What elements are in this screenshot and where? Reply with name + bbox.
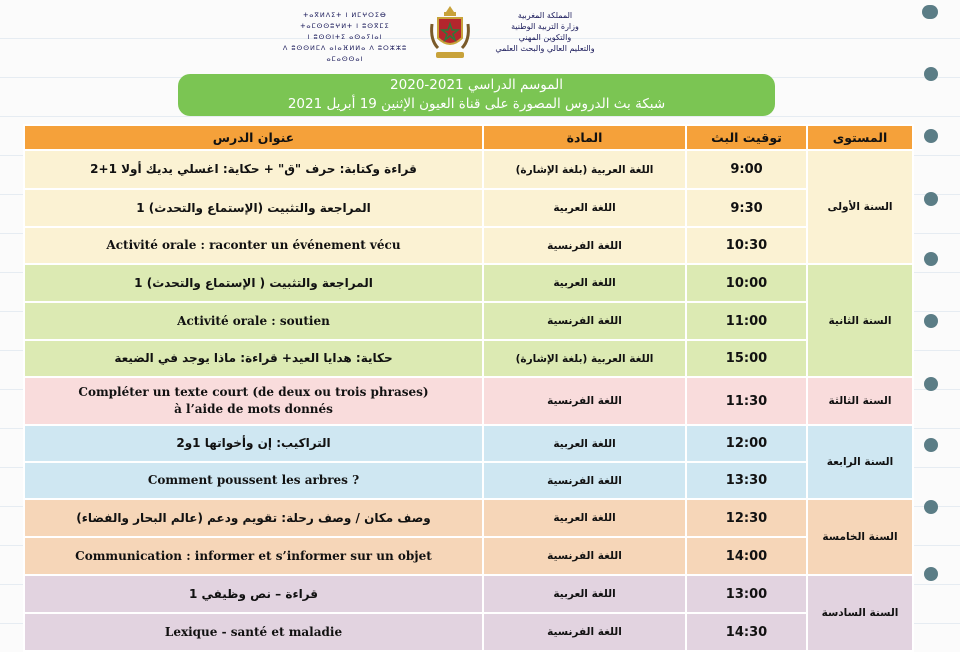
- binder-ring: [924, 192, 938, 206]
- lesson-line: Compléter un texte court (de deux ou trois phrases): [78, 385, 429, 399]
- binder-ring: [924, 252, 938, 266]
- table-row: [24, 462, 913, 499]
- level-cell: السنة الرابعة: [807, 425, 913, 499]
- lesson-cell: Communication : informer et s’informer sur un objet: [24, 537, 483, 575]
- ministry-header: [280, 4, 595, 70]
- lesson-cell: Lexique - santé et maladie: [24, 613, 483, 651]
- lesson-cell: المراجعة والتثبيت (الإستماع والتحدث) 1: [24, 189, 483, 227]
- subject-cell: اللغة الفرنسية: [483, 302, 686, 340]
- level-cell: السنة السادسة: [807, 575, 913, 651]
- binder-ring: [924, 377, 938, 391]
- time-cell: 14:30: [686, 613, 807, 651]
- schedule-table: [23, 124, 914, 652]
- lesson-cell: قراءة – نص وظيفي 1: [24, 575, 483, 613]
- table-row: [24, 613, 913, 651]
- table-row: [24, 189, 913, 227]
- subject-cell: اللغة العربية (بلغة الإشارة): [483, 340, 686, 377]
- table-row: [24, 227, 913, 264]
- school-year-title: الموسم الدراسي 2021-2020: [390, 77, 563, 93]
- lesson-cell: قراءة وكتابة: حرف "ق" + حكاية: اغسلي يديك أولا 1+2: [24, 150, 483, 189]
- time-cell: 11:00: [686, 302, 807, 340]
- time-cell: 13:30: [686, 462, 807, 499]
- level-cell: السنة الخامسة: [807, 499, 913, 575]
- coat-of-arms-icon: [428, 4, 472, 66]
- time-cell: 11:30: [686, 377, 807, 425]
- lesson-cell: [24, 377, 483, 425]
- header-time: توقيت البث: [686, 125, 807, 150]
- table-row: [24, 575, 913, 613]
- time-cell: 10:00: [686, 264, 807, 302]
- tifinagh-title: [280, 10, 410, 65]
- table-row: [24, 340, 913, 377]
- table-row: [24, 302, 913, 340]
- time-cell: 9:00: [686, 150, 807, 189]
- arabic-line: والتكوين المهني: [518, 33, 572, 42]
- subject-cell: اللغة الفرنسية: [483, 227, 686, 264]
- level-cell: السنة الثانية: [807, 264, 913, 377]
- subject-cell: اللغة العربية (بلغة الإشارة): [483, 150, 686, 189]
- subject-cell: اللغة العربية: [483, 425, 686, 462]
- level-cell: السنة الثالثة: [807, 377, 913, 425]
- binder-ring: [924, 500, 938, 514]
- lesson-cell: Comment poussent les arbres ?: [24, 462, 483, 499]
- binder-ring: [924, 5, 938, 19]
- lesson-cell: التراكيب: إن وأخواتها 1و2: [24, 425, 483, 462]
- subject-cell: اللغة الفرنسية: [483, 377, 686, 425]
- lesson-cell: وصف مكان / وصف رحلة: تقويم ودعم (عالم البحار والفضاء): [24, 499, 483, 537]
- binder-ring: [924, 567, 938, 581]
- header-lesson: عنوان الدرس: [24, 125, 483, 150]
- lesson-cell: المراجعة والتثبيت ( الإستماع والتحدث) 1: [24, 264, 483, 302]
- binder-ring: [924, 438, 938, 452]
- header-level: المستوى: [807, 125, 913, 150]
- arabic-title: [480, 10, 610, 54]
- time-cell: 10:30: [686, 227, 807, 264]
- arabic-line: وزارة التربية الوطنية: [511, 22, 579, 31]
- arabic-line: المملكة المغربية: [517, 11, 573, 20]
- lesson-line: à l’aide de mots donnés: [174, 402, 333, 416]
- binder-ring: [924, 67, 938, 81]
- broadcast-title: شبكة بث الدروس المصورة على قناة العيون الإثنين 19 أبريل 2021: [287, 96, 666, 112]
- table-row: [24, 377, 913, 425]
- tifinagh-line: ⴷ ⵓⵙⵙⵍⵎⴷ ⴰⵏⴰⴼⵍⵍⴰ ⴷ ⵓⵔⵣⵣⵓ ⴰⵎⴰⵙⵙⴰⵏ: [282, 44, 408, 63]
- table-header-row: [24, 125, 913, 150]
- table-row: [24, 499, 913, 537]
- table-row: [24, 537, 913, 575]
- subject-cell: اللغة العربية: [483, 189, 686, 227]
- subject-cell: اللغة العربية: [483, 264, 686, 302]
- time-cell: 15:00: [686, 340, 807, 377]
- tifinagh-line: ⵏ ⵓⵙⵙⵏⵜⵉ ⴰⵙⴰⵢⵏⴰⵏ: [307, 33, 383, 41]
- lesson-cell: Activité orale : soutien: [24, 302, 483, 340]
- arabic-line: والتعليم العالي والبحث العلمي: [495, 44, 595, 53]
- lesson-cell: حكاية: هدايا العيد+ قراءة: ماذا يوجد في الضيعة: [24, 340, 483, 377]
- subject-cell: اللغة الفرنسية: [483, 462, 686, 499]
- table-row: [24, 150, 913, 189]
- subject-cell: اللغة الفرنسية: [483, 537, 686, 575]
- time-cell: 12:30: [686, 499, 807, 537]
- binder-ring: [924, 129, 938, 143]
- table-row: [24, 264, 913, 302]
- subject-cell: اللغة العربية: [483, 499, 686, 537]
- binder-ring: [924, 314, 938, 328]
- time-cell: 13:00: [686, 575, 807, 613]
- header-subject: المادة: [483, 125, 686, 150]
- time-cell: 14:00: [686, 537, 807, 575]
- table-row: [24, 425, 913, 462]
- time-cell: 12:00: [686, 425, 807, 462]
- subject-cell: اللغة الفرنسية: [483, 613, 686, 651]
- level-cell: السنة الأولى: [807, 150, 913, 264]
- tifinagh-line: ⵜⴰⴳⵍⴷⵉⵜ ⵏ ⵍⵎⵖⵔⵉⴱ: [303, 11, 387, 19]
- lesson-cell: Activité orale : raconter un événement vécu: [24, 227, 483, 264]
- time-cell: 9:30: [686, 189, 807, 227]
- tifinagh-line: ⵜⴰⵎⵙⵙⵓⵖⵍⵜ ⵏ ⵓⵙⴳⵎⵉ: [300, 22, 390, 30]
- schedule-banner: [178, 74, 775, 116]
- subject-cell: اللغة العربية: [483, 575, 686, 613]
